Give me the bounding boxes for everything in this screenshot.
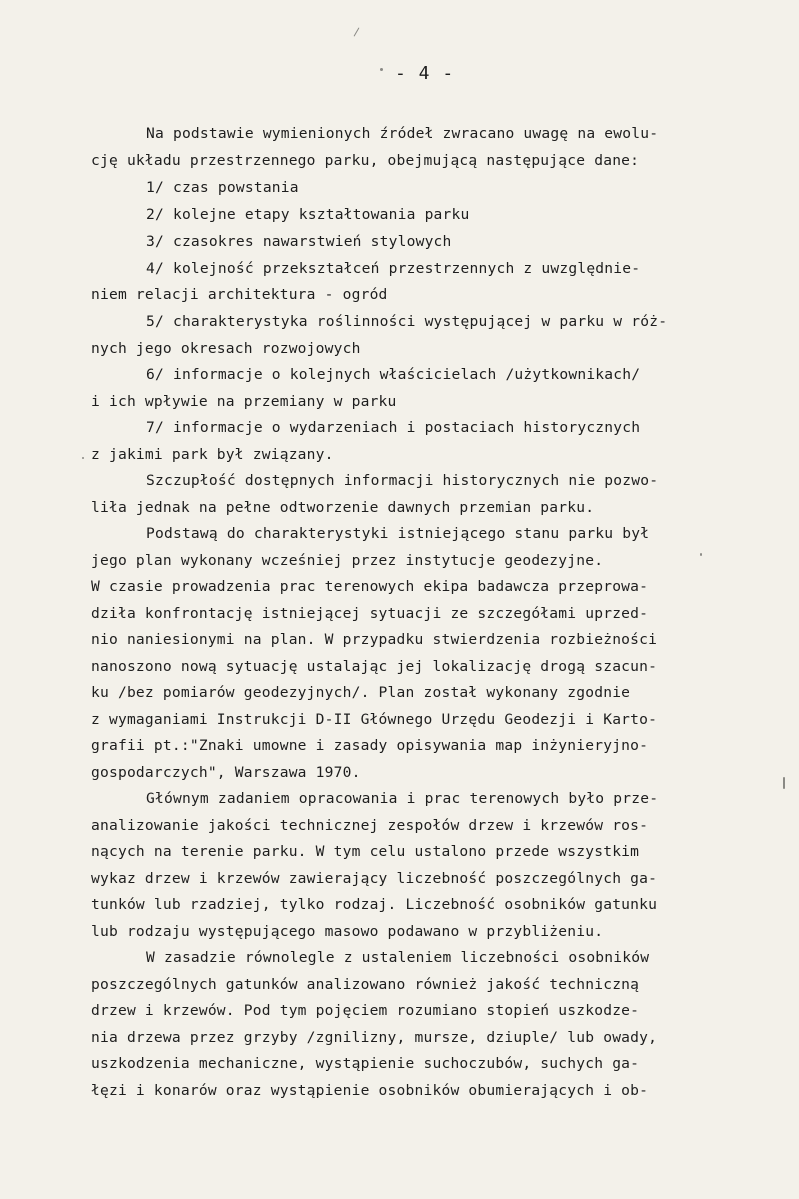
text-line: wykaz drzew i krzewów zawierający liczebność poszczególnych ga- <box>91 870 658 887</box>
text-line: cję układu przestrzennego parku, obejmującą następujące dane: <box>91 152 640 169</box>
text-line: drzew i krzewów. Pod tym pojęciem rozumiano stopień uszkodze- <box>91 1002 640 1019</box>
text-line: Głównym zadaniem opracowania i prac terenowych było prze- <box>146 790 659 807</box>
text-line: 6/ informacje o kolejnych właścicielach /użytkownikach/ <box>146 366 641 383</box>
text-line: nanoszono nową sytuację ustalając jej lokalizację drogą szacun- <box>91 658 658 675</box>
text-line: W zasadzie równolegle z ustaleniem liczebności osobników <box>146 949 650 966</box>
paper-speck <box>380 68 383 71</box>
text-line: Podstawą do charakterystyki istniejącego stanu parku był <box>146 525 650 542</box>
text-line: łęzi i konarów oraz wystąpienie osobników obumierających i ob- <box>91 1082 649 1099</box>
text-line: 1/ czas powstania <box>146 179 299 196</box>
text-line: 3/ czasokres nawarstwień stylowych <box>146 233 452 250</box>
paper-speck <box>354 27 360 36</box>
text-line: 2/ kolejne etapy kształtowania parku <box>146 206 470 223</box>
text-line: liła jednak na pełne odtworzenie dawnych przemian parku. <box>91 499 595 516</box>
text-line: analizowanie jakości technicznej zespołów drzew i krzewów ros- <box>91 817 649 834</box>
text-line: 7/ informacje o wydarzeniach i postaciach historycznych <box>146 419 641 436</box>
text-line: poszczególnych gatunków analizowano również jakość techniczną <box>91 976 640 993</box>
text-line: ku /bez pomiarów geodezyjnych/. Plan został wykonany zgodnie <box>91 684 631 701</box>
text-line: jego plan wykonany wcześniej przez instytucje geodezyjne. <box>91 552 604 569</box>
text-line: 4/ kolejność przekształceń przestrzennych z uwzględnie- <box>146 260 641 277</box>
text-line: z wymaganiami Instrukcji D-II Głównego Urzędu Geodezji i Karto- <box>91 711 658 728</box>
text-line: niem relacji architektura - ogród <box>91 286 388 303</box>
text-line: nych jego okresach rozwojowych <box>91 340 361 357</box>
text-line: dziła konfrontację istniejącej sytuacji ze szczegółami uprzed- <box>91 605 649 622</box>
text-line: 5/ charakterystyka roślinności występującej w parku w róż- <box>146 313 668 330</box>
text-line: W czasie prowadzenia prac terenowych ekipa badawcza przeprowa- <box>91 578 649 595</box>
text-line: uszkodzenia mechaniczne, wystąpienie suchoczubów, suchych ga- <box>91 1055 640 1072</box>
paper-speck <box>783 777 785 789</box>
text-line: nących na terenie parku. W tym celu ustalono przede wszystkim <box>91 843 640 860</box>
text-line: nia drzewa przez grzyby /zgnilizny, mursze, dziuple/ lub owady, <box>91 1029 658 1046</box>
paper-speck <box>82 457 84 459</box>
text-line: Szczupłość dostępnych informacji historycznych nie pozwo- <box>146 472 659 489</box>
text-line: gospodarczych", Warszawa 1970. <box>91 764 361 781</box>
paper-speck <box>700 553 702 556</box>
text-line: lub rodzaju występującego masowo podawano w przybliżeniu. <box>91 923 604 940</box>
text-line: z jakimi park był związany. <box>91 446 334 463</box>
text-line: Na podstawie wymienionych źródeł zwracano uwagę na ewolu- <box>146 125 659 142</box>
text-line: grafii pt.:"Znaki umowne i zasady opisywania map inżynieryjno- <box>91 737 649 754</box>
text-line: i ich wpływie na przemiany w parku <box>91 393 397 410</box>
page-number: - 4 - <box>395 63 455 84</box>
text-line: nio naniesionymi na plan. W przypadku stwierdzenia rozbieżności <box>91 631 658 648</box>
text-line: tunków lub rzadziej, tylko rodzaj. Liczebność osobników gatunku <box>91 896 658 913</box>
